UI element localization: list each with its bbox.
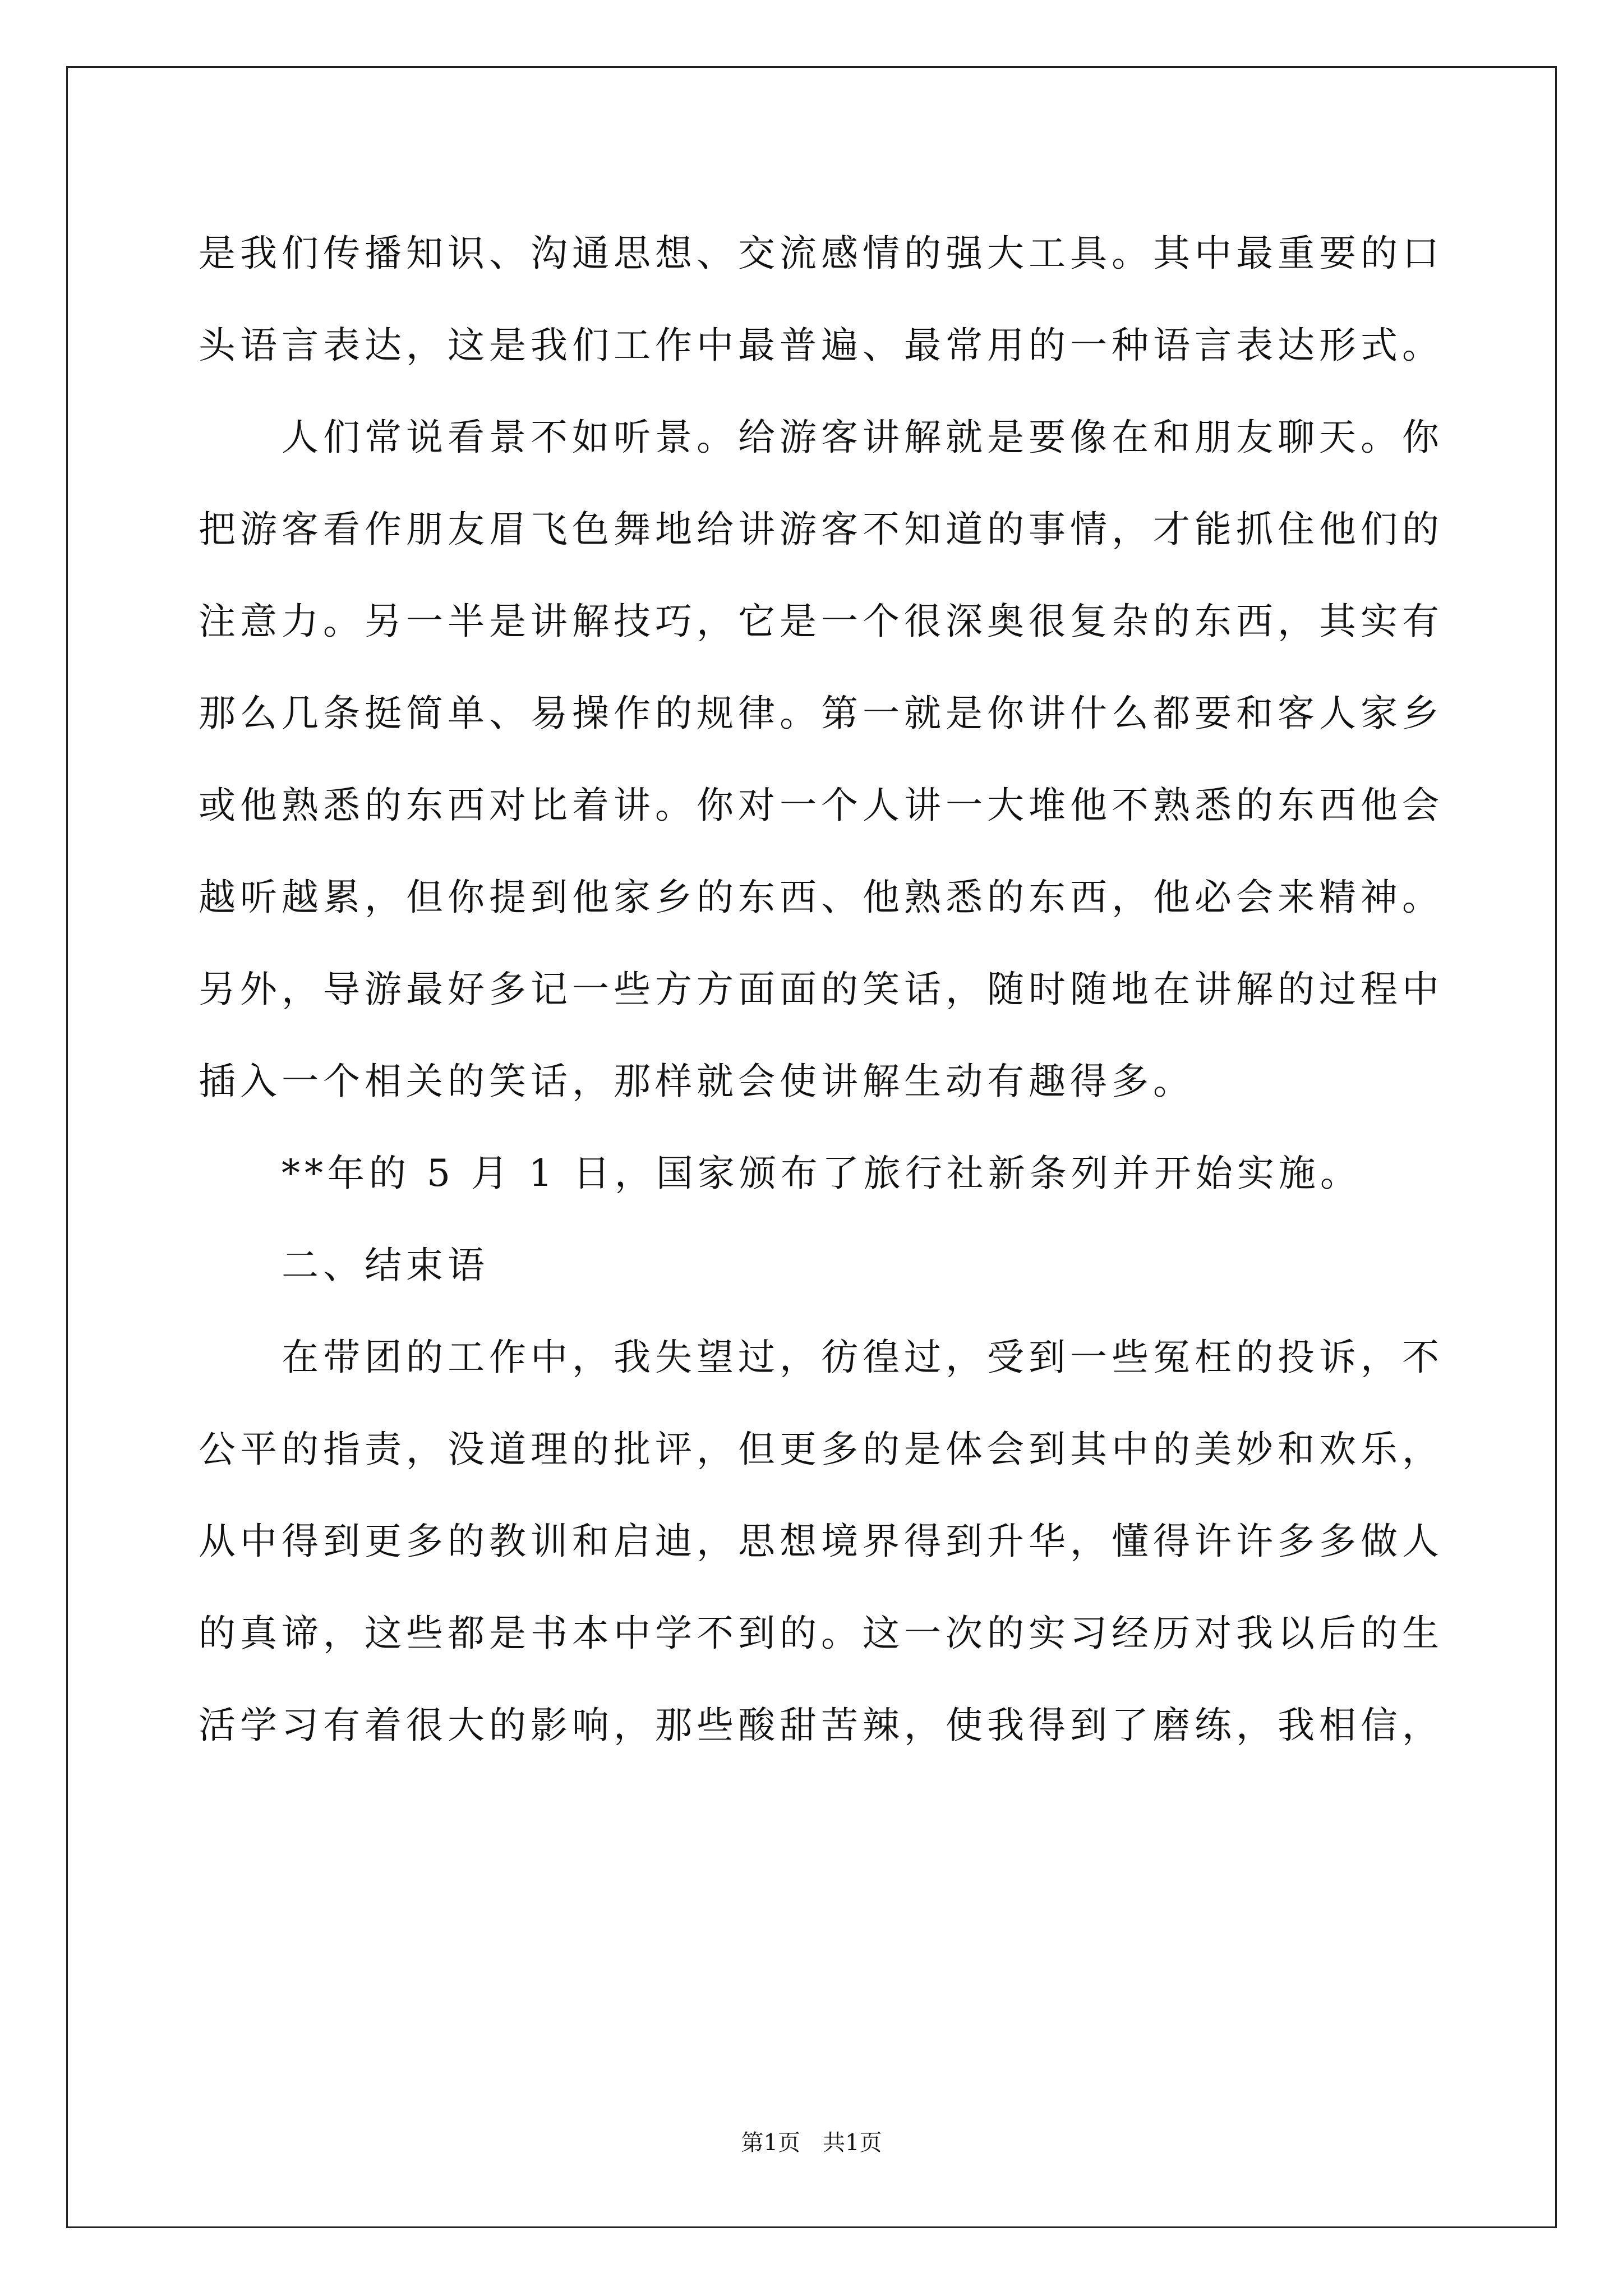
text-line: 公平的指责，没道理的批评，但更多的是体会到其中的美妙和欢乐， — [199, 1428, 1444, 1471]
text-line: 的真谛，这些都是书本中学不到的。这一次的实习经历对我以后的生 — [199, 1612, 1444, 1655]
text-line: 人们常说看景不如听景。给游客讲解就是要像在和朋友聊天。你 — [199, 416, 1444, 459]
text-line: 头语言表达，这是我们工作中最普遍、最常用的一种语言表达形式。 — [199, 324, 1444, 367]
text-line: 在带团的工作中，我失望过，彷徨过，受到一些冤枉的投诉，不 — [199, 1336, 1444, 1379]
text-line: 把游客看作朋友眉飞色舞地给讲游客不知道的事情，才能抓住他们的 — [199, 508, 1444, 551]
text-line: 注意力。另一半是讲解技巧，它是一个很深奥很复杂的东西，其实有 — [199, 600, 1444, 643]
text-line: 那么几条挺简单、易操作的规律。第一就是你讲什么都要和客人家乡 — [199, 692, 1444, 735]
text-line: 活学习有着很大的影响，那些酸甜苦辣，使我得到了磨练，我相信， — [199, 1704, 1444, 1747]
section-heading: 二、结束语 — [199, 1244, 489, 1287]
text-line: 是我们传播知识、沟通思想、交流感情的强大工具。其中最重要的口 — [199, 232, 1444, 275]
document-body — [199, 208, 1444, 1772]
text-line: 或他熟悉的东西对比着讲。你对一个人讲一大堆他不熟悉的东西他会 — [199, 784, 1444, 827]
page-footer: 第1页 共1页 — [741, 2130, 882, 2156]
text-line: 从中得到更多的教训和启迪，思想境界得到升华，懂得许许多多做人 — [199, 1520, 1444, 1563]
text-line: 另外，导游最好多记一些方方面面的笑话，随时随地在讲解的过程中 — [199, 968, 1444, 1011]
text-line: 插入一个相关的笑话，那样就会使讲解生动有趣得多。 — [199, 1060, 1195, 1103]
text-line: 越听越累，但你提到他家乡的东西、他熟悉的东西，他必会来精神。 — [199, 876, 1444, 919]
text-line: **年的 5 月 1 日，国家颁布了旅行社新条列并开始实施。 — [199, 1152, 1362, 1195]
